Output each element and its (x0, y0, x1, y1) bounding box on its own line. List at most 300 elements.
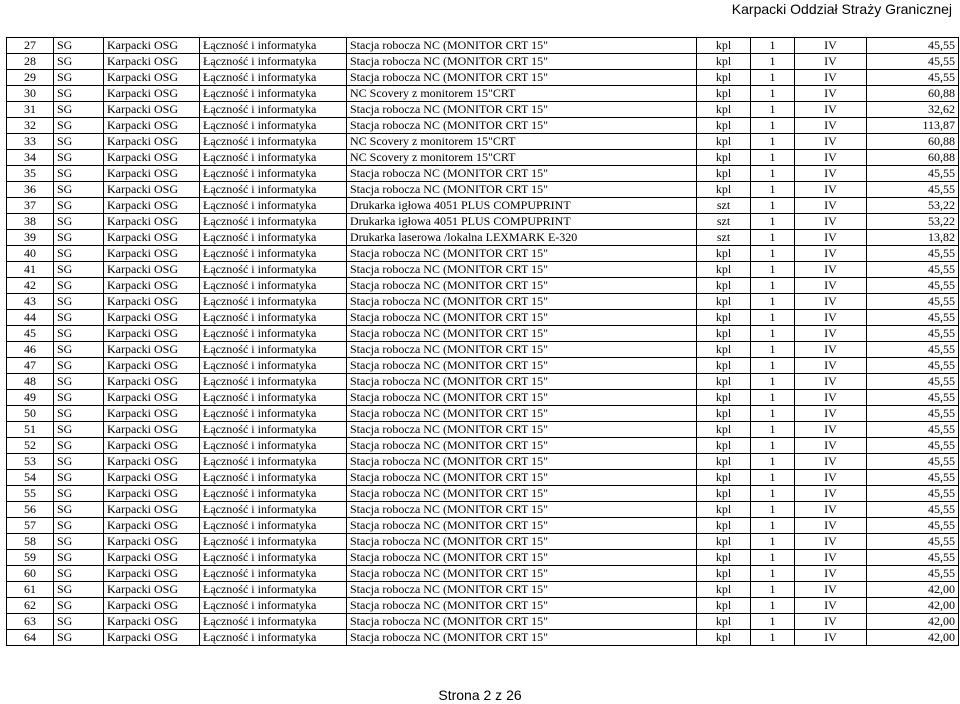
unit-measure-cell: kpl (697, 278, 751, 294)
inventory-table (6, 37, 959, 646)
table-row (7, 406, 959, 422)
value-cell: 32,62 (867, 102, 959, 118)
unit-measure-cell: kpl (697, 310, 751, 326)
row-number-cell: 52 (7, 438, 54, 454)
item-name-cell: Stacja robocza NC (MONITOR CRT 15" (347, 54, 697, 70)
value-cell: 45,55 (867, 166, 959, 182)
quantity-cell: 1 (751, 358, 795, 374)
item-name-cell: NC Scovery z monitorem 15"CRT (347, 134, 697, 150)
item-name-cell: Stacja robocza NC (MONITOR CRT 15" (347, 566, 697, 582)
unit-org-cell: Karpacki OSG (104, 86, 200, 102)
department-cell: Łączność i informatyka (200, 102, 347, 118)
department-cell: Łączność i informatyka (200, 278, 347, 294)
row-number-cell: 39 (7, 230, 54, 246)
table-row (7, 150, 959, 166)
unit-measure-cell: kpl (697, 486, 751, 502)
table-row (7, 118, 959, 134)
group-cell: IV (795, 438, 867, 454)
unit-measure-cell: kpl (697, 294, 751, 310)
value-cell: 45,55 (867, 342, 959, 358)
service-cell: SG (54, 454, 104, 470)
department-cell: Łączność i informatyka (200, 134, 347, 150)
item-name-cell: Stacja robocza NC (MONITOR CRT 15" (347, 374, 697, 390)
service-cell: SG (54, 294, 104, 310)
unit-measure-cell: kpl (697, 150, 751, 166)
unit-org-cell: Karpacki OSG (104, 182, 200, 198)
value-cell: 45,55 (867, 294, 959, 310)
quantity-cell: 1 (751, 118, 795, 134)
service-cell: SG (54, 326, 104, 342)
value-cell: 45,55 (867, 358, 959, 374)
row-number-cell: 45 (7, 326, 54, 342)
unit-measure-cell: kpl (697, 614, 751, 630)
unit-measure-cell: kpl (697, 470, 751, 486)
group-cell: IV (795, 150, 867, 166)
group-cell: IV (795, 566, 867, 582)
department-cell: Łączność i informatyka (200, 214, 347, 230)
row-number-cell: 59 (7, 550, 54, 566)
department-cell: Łączność i informatyka (200, 390, 347, 406)
unit-org-cell: Karpacki OSG (104, 102, 200, 118)
unit-measure-cell: szt (697, 214, 751, 230)
unit-measure-cell: kpl (697, 134, 751, 150)
group-cell: IV (795, 54, 867, 70)
value-cell: 45,55 (867, 422, 959, 438)
table-row (7, 70, 959, 86)
quantity-cell: 1 (751, 102, 795, 118)
unit-org-cell: Karpacki OSG (104, 150, 200, 166)
value-cell: 45,55 (867, 406, 959, 422)
department-cell: Łączność i informatyka (200, 294, 347, 310)
department-cell: Łączność i informatyka (200, 182, 347, 198)
quantity-cell: 1 (751, 582, 795, 598)
table-row (7, 454, 959, 470)
value-cell: 45,55 (867, 390, 959, 406)
unit-measure-cell: kpl (697, 374, 751, 390)
table-row (7, 598, 959, 614)
item-name-cell: Stacja robocza NC (MONITOR CRT 15" (347, 326, 697, 342)
group-cell: IV (795, 294, 867, 310)
group-cell: IV (795, 358, 867, 374)
value-cell: 45,55 (867, 566, 959, 582)
table-row (7, 326, 959, 342)
department-cell: Łączność i informatyka (200, 502, 347, 518)
service-cell: SG (54, 118, 104, 134)
item-name-cell: Drukarka igłowa 4051 PLUS COMPUPRINT (347, 198, 697, 214)
department-cell: Łączność i informatyka (200, 598, 347, 614)
unit-org-cell: Karpacki OSG (104, 550, 200, 566)
department-cell: Łączność i informatyka (200, 614, 347, 630)
row-number-cell: 29 (7, 70, 54, 86)
value-cell: 45,55 (867, 550, 959, 566)
value-cell: 42,00 (867, 582, 959, 598)
service-cell: SG (54, 534, 104, 550)
value-cell: 45,55 (867, 454, 959, 470)
row-number-cell: 33 (7, 134, 54, 150)
item-name-cell: NC Scovery z monitorem 15"CRT (347, 150, 697, 166)
service-cell: SG (54, 390, 104, 406)
group-cell: IV (795, 38, 867, 54)
item-name-cell: Stacja robocza NC (MONITOR CRT 15" (347, 550, 697, 566)
table-row (7, 246, 959, 262)
service-cell: SG (54, 198, 104, 214)
item-name-cell: Stacja robocza NC (MONITOR CRT 15" (347, 102, 697, 118)
unit-org-cell: Karpacki OSG (104, 534, 200, 550)
group-cell: IV (795, 278, 867, 294)
row-number-cell: 62 (7, 598, 54, 614)
item-name-cell: Stacja robocza NC (MONITOR CRT 15" (347, 534, 697, 550)
item-name-cell: Stacja robocza NC (MONITOR CRT 15" (347, 38, 697, 54)
unit-org-cell: Karpacki OSG (104, 470, 200, 486)
unit-measure-cell: kpl (697, 38, 751, 54)
value-cell: 45,55 (867, 486, 959, 502)
row-number-cell: 35 (7, 166, 54, 182)
page-header: Karpacki Oddział Straży Granicznej (731, 1, 952, 17)
quantity-cell: 1 (751, 374, 795, 390)
group-cell: IV (795, 198, 867, 214)
unit-org-cell: Karpacki OSG (104, 358, 200, 374)
quantity-cell: 1 (751, 342, 795, 358)
row-number-cell: 36 (7, 182, 54, 198)
item-name-cell: Stacja robocza NC (MONITOR CRT 15" (347, 630, 697, 646)
unit-measure-cell: kpl (697, 550, 751, 566)
unit-org-cell: Karpacki OSG (104, 438, 200, 454)
unit-org-cell: Karpacki OSG (104, 614, 200, 630)
service-cell: SG (54, 246, 104, 262)
department-cell: Łączność i informatyka (200, 550, 347, 566)
unit-org-cell: Karpacki OSG (104, 70, 200, 86)
department-cell: Łączność i informatyka (200, 326, 347, 342)
unit-org-cell: Karpacki OSG (104, 582, 200, 598)
item-name-cell: Stacja robocza NC (MONITOR CRT 15" (347, 614, 697, 630)
row-number-cell: 46 (7, 342, 54, 358)
department-cell: Łączność i informatyka (200, 166, 347, 182)
table-row (7, 38, 959, 54)
item-name-cell: Stacja robocza NC (MONITOR CRT 15" (347, 422, 697, 438)
department-cell: Łączność i informatyka (200, 150, 347, 166)
value-cell: 45,55 (867, 38, 959, 54)
service-cell: SG (54, 134, 104, 150)
unit-measure-cell: szt (697, 198, 751, 214)
unit-measure-cell: kpl (697, 246, 751, 262)
inventory-table-body (7, 38, 959, 646)
row-number-cell: 63 (7, 614, 54, 630)
table-row (7, 182, 959, 198)
item-name-cell: Stacja robocza NC (MONITOR CRT 15" (347, 390, 697, 406)
quantity-cell: 1 (751, 502, 795, 518)
unit-org-cell: Karpacki OSG (104, 262, 200, 278)
table-row (7, 614, 959, 630)
table-row (7, 630, 959, 646)
group-cell: IV (795, 166, 867, 182)
group-cell: IV (795, 486, 867, 502)
table-row (7, 566, 959, 582)
table-row (7, 166, 959, 182)
item-name-cell: Stacja robocza NC (MONITOR CRT 15" (347, 518, 697, 534)
quantity-cell: 1 (751, 166, 795, 182)
service-cell: SG (54, 598, 104, 614)
item-name-cell: Stacja robocza NC (MONITOR CRT 15" (347, 166, 697, 182)
service-cell: SG (54, 374, 104, 390)
row-number-cell: 60 (7, 566, 54, 582)
service-cell: SG (54, 214, 104, 230)
department-cell: Łączność i informatyka (200, 438, 347, 454)
item-name-cell: Stacja robocza NC (MONITOR CRT 15" (347, 70, 697, 86)
unit-org-cell: Karpacki OSG (104, 326, 200, 342)
department-cell: Łączność i informatyka (200, 54, 347, 70)
row-number-cell: 47 (7, 358, 54, 374)
group-cell: IV (795, 390, 867, 406)
row-number-cell: 64 (7, 630, 54, 646)
service-cell: SG (54, 358, 104, 374)
quantity-cell: 1 (751, 214, 795, 230)
quantity-cell: 1 (751, 406, 795, 422)
unit-measure-cell: kpl (697, 406, 751, 422)
group-cell: IV (795, 630, 867, 646)
item-name-cell: Stacja robocza NC (MONITOR CRT 15" (347, 310, 697, 326)
row-number-cell: 41 (7, 262, 54, 278)
table-row (7, 534, 959, 550)
unit-measure-cell: kpl (697, 454, 751, 470)
value-cell: 45,55 (867, 182, 959, 198)
group-cell: IV (795, 214, 867, 230)
unit-measure-cell: kpl (697, 630, 751, 646)
service-cell: SG (54, 470, 104, 486)
item-name-cell: Stacja robocza NC (MONITOR CRT 15" (347, 438, 697, 454)
group-cell: IV (795, 246, 867, 262)
item-name-cell: Stacja robocza NC (MONITOR CRT 15" (347, 262, 697, 278)
quantity-cell: 1 (751, 310, 795, 326)
quantity-cell: 1 (751, 54, 795, 70)
department-cell: Łączność i informatyka (200, 406, 347, 422)
row-number-cell: 42 (7, 278, 54, 294)
item-name-cell: Stacja robocza NC (MONITOR CRT 15" (347, 470, 697, 486)
table-row (7, 470, 959, 486)
group-cell: IV (795, 518, 867, 534)
value-cell: 45,55 (867, 246, 959, 262)
item-name-cell: Stacja robocza NC (MONITOR CRT 15" (347, 118, 697, 134)
unit-org-cell: Karpacki OSG (104, 374, 200, 390)
service-cell: SG (54, 38, 104, 54)
department-cell: Łączność i informatyka (200, 86, 347, 102)
department-cell: Łączność i informatyka (200, 630, 347, 646)
value-cell: 113,87 (867, 118, 959, 134)
group-cell: IV (795, 134, 867, 150)
group-cell: IV (795, 86, 867, 102)
table-row (7, 582, 959, 598)
table-row (7, 278, 959, 294)
item-name-cell: Drukarka igłowa 4051 PLUS COMPUPRINT (347, 214, 697, 230)
service-cell: SG (54, 342, 104, 358)
unit-org-cell: Karpacki OSG (104, 598, 200, 614)
group-cell: IV (795, 470, 867, 486)
service-cell: SG (54, 630, 104, 646)
service-cell: SG (54, 518, 104, 534)
row-number-cell: 44 (7, 310, 54, 326)
table-row (7, 390, 959, 406)
item-name-cell: NC Scovery z monitorem 15"CRT (347, 86, 697, 102)
service-cell: SG (54, 230, 104, 246)
item-name-cell: Stacja robocza NC (MONITOR CRT 15" (347, 502, 697, 518)
row-number-cell: 58 (7, 534, 54, 550)
quantity-cell: 1 (751, 422, 795, 438)
quantity-cell: 1 (751, 198, 795, 214)
department-cell: Łączność i informatyka (200, 566, 347, 582)
row-number-cell: 61 (7, 582, 54, 598)
row-number-cell: 38 (7, 214, 54, 230)
group-cell: IV (795, 230, 867, 246)
unit-org-cell: Karpacki OSG (104, 54, 200, 70)
item-name-cell: Stacja robocza NC (MONITOR CRT 15" (347, 358, 697, 374)
item-name-cell: Drukarka laserowa /lokalna LEXMARK E-320 (347, 230, 697, 246)
table-row (7, 486, 959, 502)
department-cell: Łączność i informatyka (200, 198, 347, 214)
department-cell: Łączność i informatyka (200, 342, 347, 358)
group-cell: IV (795, 182, 867, 198)
unit-measure-cell: kpl (697, 86, 751, 102)
value-cell: 42,00 (867, 598, 959, 614)
value-cell: 45,55 (867, 262, 959, 278)
value-cell: 42,00 (867, 630, 959, 646)
unit-measure-cell: szt (697, 230, 751, 246)
department-cell: Łączność i informatyka (200, 230, 347, 246)
table-row (7, 374, 959, 390)
table-row (7, 310, 959, 326)
table-row (7, 262, 959, 278)
unit-org-cell: Karpacki OSG (104, 246, 200, 262)
item-name-cell: Stacja robocza NC (MONITOR CRT 15" (347, 486, 697, 502)
department-cell: Łączność i informatyka (200, 486, 347, 502)
item-name-cell: Stacja robocza NC (MONITOR CRT 15" (347, 246, 697, 262)
group-cell: IV (795, 422, 867, 438)
row-number-cell: 48 (7, 374, 54, 390)
unit-measure-cell: kpl (697, 582, 751, 598)
group-cell: IV (795, 614, 867, 630)
quantity-cell: 1 (751, 534, 795, 550)
unit-org-cell: Karpacki OSG (104, 38, 200, 54)
row-number-cell: 50 (7, 406, 54, 422)
unit-measure-cell: kpl (697, 182, 751, 198)
group-cell: IV (795, 102, 867, 118)
value-cell: 60,88 (867, 134, 959, 150)
unit-measure-cell: kpl (697, 438, 751, 454)
value-cell: 45,55 (867, 326, 959, 342)
quantity-cell: 1 (751, 230, 795, 246)
row-number-cell: 27 (7, 38, 54, 54)
quantity-cell: 1 (751, 470, 795, 486)
row-number-cell: 49 (7, 390, 54, 406)
department-cell: Łączność i informatyka (200, 582, 347, 598)
department-cell: Łączność i informatyka (200, 70, 347, 86)
quantity-cell: 1 (751, 486, 795, 502)
table-row (7, 86, 959, 102)
quantity-cell: 1 (751, 454, 795, 470)
row-number-cell: 43 (7, 294, 54, 310)
unit-measure-cell: kpl (697, 102, 751, 118)
row-number-cell: 55 (7, 486, 54, 502)
quantity-cell: 1 (751, 70, 795, 86)
department-cell: Łączność i informatyka (200, 310, 347, 326)
unit-measure-cell: kpl (697, 390, 751, 406)
row-number-cell: 57 (7, 518, 54, 534)
service-cell: SG (54, 182, 104, 198)
value-cell: 45,55 (867, 278, 959, 294)
value-cell: 45,55 (867, 310, 959, 326)
quantity-cell: 1 (751, 630, 795, 646)
unit-measure-cell: kpl (697, 166, 751, 182)
item-name-cell: Stacja robocza NC (MONITOR CRT 15" (347, 454, 697, 470)
group-cell: IV (795, 310, 867, 326)
group-cell: IV (795, 454, 867, 470)
group-cell: IV (795, 582, 867, 598)
row-number-cell: 28 (7, 54, 54, 70)
service-cell: SG (54, 86, 104, 102)
service-cell: SG (54, 54, 104, 70)
unit-org-cell: Karpacki OSG (104, 342, 200, 358)
unit-org-cell: Karpacki OSG (104, 214, 200, 230)
group-cell: IV (795, 374, 867, 390)
service-cell: SG (54, 614, 104, 630)
table-row (7, 214, 959, 230)
unit-measure-cell: kpl (697, 342, 751, 358)
department-cell: Łączność i informatyka (200, 374, 347, 390)
table-row (7, 422, 959, 438)
unit-measure-cell: kpl (697, 422, 751, 438)
service-cell: SG (54, 438, 104, 454)
table-row (7, 358, 959, 374)
service-cell: SG (54, 150, 104, 166)
row-number-cell: 54 (7, 470, 54, 486)
department-cell: Łączność i informatyka (200, 454, 347, 470)
group-cell: IV (795, 118, 867, 134)
department-cell: Łączność i informatyka (200, 38, 347, 54)
table-row (7, 230, 959, 246)
quantity-cell: 1 (751, 278, 795, 294)
unit-org-cell: Karpacki OSG (104, 118, 200, 134)
quantity-cell: 1 (751, 518, 795, 534)
group-cell: IV (795, 406, 867, 422)
department-cell: Łączność i informatyka (200, 534, 347, 550)
unit-org-cell: Karpacki OSG (104, 198, 200, 214)
item-name-cell: Stacja robocza NC (MONITOR CRT 15" (347, 582, 697, 598)
unit-org-cell: Karpacki OSG (104, 518, 200, 534)
unit-org-cell: Karpacki OSG (104, 230, 200, 246)
item-name-cell: Stacja robocza NC (MONITOR CRT 15" (347, 278, 697, 294)
row-number-cell: 32 (7, 118, 54, 134)
quantity-cell: 1 (751, 294, 795, 310)
quantity-cell: 1 (751, 550, 795, 566)
row-number-cell: 53 (7, 454, 54, 470)
group-cell: IV (795, 262, 867, 278)
department-cell: Łączność i informatyka (200, 262, 347, 278)
group-cell: IV (795, 534, 867, 550)
unit-measure-cell: kpl (697, 54, 751, 70)
row-number-cell: 30 (7, 86, 54, 102)
quantity-cell: 1 (751, 150, 795, 166)
unit-measure-cell: kpl (697, 566, 751, 582)
quantity-cell: 1 (751, 566, 795, 582)
department-cell: Łączność i informatyka (200, 118, 347, 134)
value-cell: 45,55 (867, 534, 959, 550)
item-name-cell: Stacja robocza NC (MONITOR CRT 15" (347, 182, 697, 198)
unit-measure-cell: kpl (697, 534, 751, 550)
quantity-cell: 1 (751, 438, 795, 454)
row-number-cell: 34 (7, 150, 54, 166)
quantity-cell: 1 (751, 38, 795, 54)
department-cell: Łączność i informatyka (200, 470, 347, 486)
unit-org-cell: Karpacki OSG (104, 166, 200, 182)
group-cell: IV (795, 70, 867, 86)
